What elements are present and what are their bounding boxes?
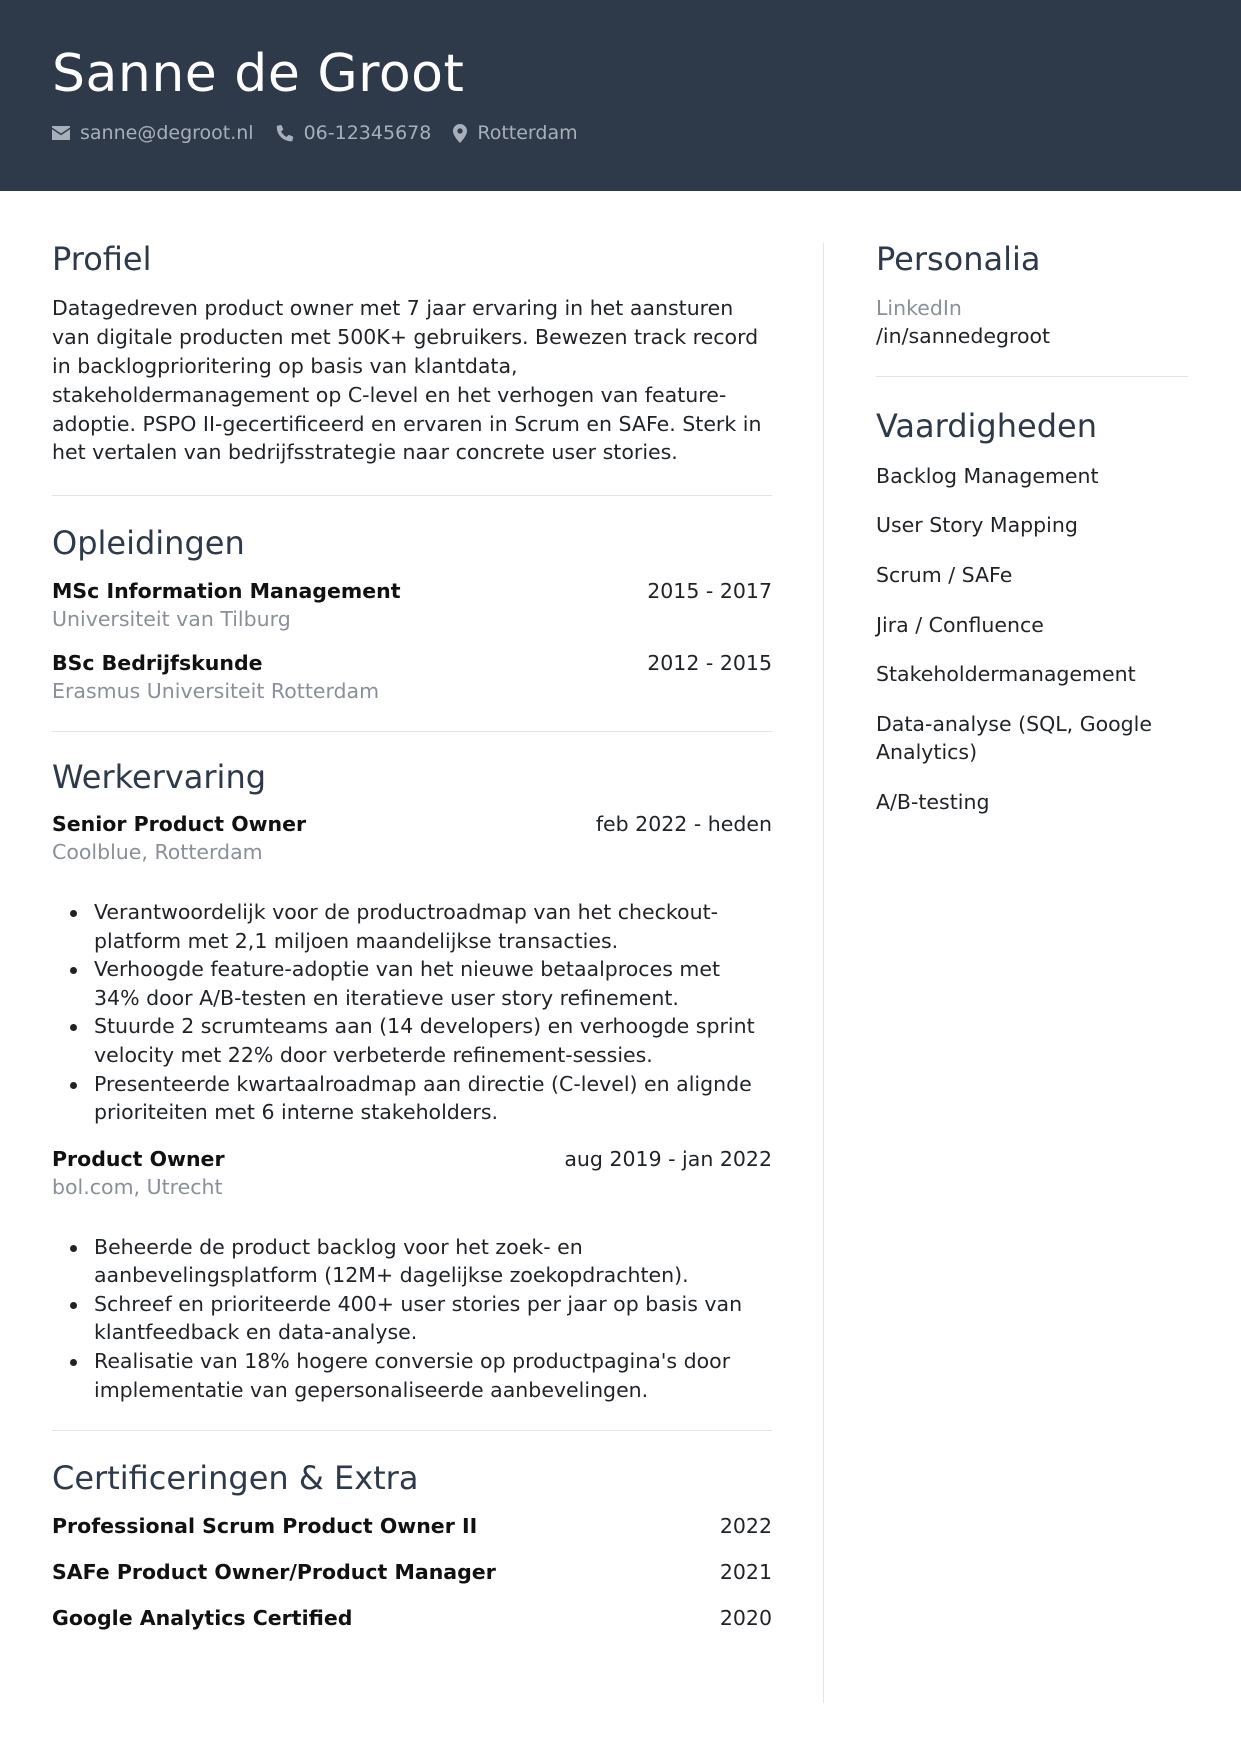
education-period: 2015 - 2017 [647, 578, 772, 603]
education-school: Universiteit van Tilburg [52, 606, 291, 631]
education-item [52, 651, 772, 703]
certifications-section [52, 1459, 772, 1629]
experience-role: Senior Product Owner [52, 811, 307, 836]
phone-text: 06-12345678 [303, 122, 432, 144]
experience-company: bol.com, Utrecht [52, 1174, 223, 1199]
certification-name: Google Analytics Certified [52, 1605, 353, 1630]
certification-item [52, 1606, 772, 1630]
email-text: sanne@degroot.nl [80, 122, 254, 144]
list-item: Verantwoordelijk voor de productroadmap van het checkout-platform met 2,1 miljoen maandelijkse transacties. [68, 898, 772, 955]
list-item: Schreef en prioriteerde 400+ user stories per jaar op basis van klantfeedback en data-analyse. [68, 1290, 772, 1347]
certification-item [52, 1560, 772, 1584]
linkedin-label: LinkedIn [876, 296, 962, 321]
linkedin-link[interactable]: /in/sannedegroot [876, 324, 1051, 349]
experience-role: Product Owner [52, 1146, 225, 1171]
profile-text: Datagedreven product owner met 7 jaar ervaring in het aansturen van digitale producten met 500K+ gebruikers. Bewezen track record in backlogprioritering op basis van klantdata, stakeholdermanagement op C-level en het verhogen van feature-adoptie. PSPO II-gecertificeerd en ervaren in Scrum en SAFe. Sterk in het vertalen van bedrijfsstrategie naar concrete user stories. [52, 296, 762, 465]
skill-item: User Story Mapping [876, 513, 1078, 538]
contact-bar [52, 122, 600, 144]
personal-section [876, 240, 1188, 350]
header [0, 0, 1241, 191]
section-title-certifications: Certificeringen & Extra [52, 1459, 419, 1498]
skill-item: A/B-testing [876, 789, 990, 814]
list-item: Verhoogde feature-adoptie van het nieuwe betaalproces met 34% door A/B-testen en iteratieve user story refinement. [68, 955, 772, 1012]
section-title-experience: Werkervaring [52, 757, 267, 796]
side-column [876, 240, 1188, 838]
skill-item: Data-analyse (SQL, Google Analytics) [876, 711, 1152, 765]
education-period: 2012 - 2015 [647, 650, 772, 675]
certification-name: SAFe Product Owner/Product Manager [52, 1559, 496, 1584]
map-pin-icon [453, 124, 467, 143]
phone-icon [276, 124, 294, 142]
list-item: Presenteerde kwartaalroadmap aan directie (C-level) en alignde prioriteiten met 6 interne stakeholders. [68, 1070, 772, 1127]
section-title-profile: Profiel [52, 240, 152, 278]
experience-company: Coolblue, Rotterdam [52, 839, 263, 864]
section-divider [876, 376, 1188, 377]
experience-bullets [68, 1233, 772, 1405]
location-text: Rotterdam [477, 122, 578, 144]
education-school: Erasmus Universiteit Rotterdam [52, 678, 380, 703]
skill-item: Scrum / SAFe [876, 562, 1013, 587]
section-title-personal: Personalia [876, 240, 1041, 278]
education-degree: MSc Information Management [52, 578, 401, 603]
contact-email[interactable] [52, 122, 254, 144]
experience-section [52, 758, 772, 1405]
section-divider [52, 1430, 772, 1431]
column-divider [823, 243, 824, 1703]
envelope-icon [52, 126, 70, 140]
list-item: Realisatie van 18% hogere conversie op productpagina's door implementatie van gepersonaliseerde aanbevelingen. [68, 1347, 772, 1404]
experience-period: aug 2019 - jan 2022 [564, 1146, 772, 1171]
contact-location [453, 122, 577, 144]
list-item: Stuurde 2 scrumteams aan (14 developers) en verhoogde sprint velocity met 22% door verbeterde refinement-sessies. [68, 1012, 772, 1069]
list-item: Beheerde de product backlog voor het zoek- en aanbevelingsplatform (12M+ dagelijkse zoekopdrachten). [68, 1233, 772, 1290]
education-section [52, 524, 772, 702]
certification-year: 2021 [719, 1559, 772, 1584]
certification-year: 2020 [719, 1605, 772, 1630]
main-column [52, 240, 772, 1652]
experience-item [52, 812, 772, 1127]
skill-item: Jira / Confluence [876, 612, 1044, 637]
section-divider [52, 731, 772, 732]
experience-item [52, 1147, 772, 1405]
experience-period: feb 2022 - heden [595, 811, 772, 836]
certification-item [52, 1514, 772, 1538]
candidate-name: Sanne de Groot [52, 44, 465, 104]
certification-name: Professional Scrum Product Owner II [52, 1513, 478, 1538]
skill-item: Backlog Management [876, 463, 1099, 488]
contact-phone[interactable] [276, 122, 432, 144]
education-item [52, 579, 772, 631]
education-degree: BSc Bedrijfskunde [52, 650, 263, 675]
section-divider [52, 495, 772, 496]
skill-item: Stakeholdermanagement [876, 662, 1136, 687]
section-title-education: Opleidingen [52, 524, 245, 563]
skills-section [876, 407, 1188, 816]
profile-section [52, 240, 772, 467]
experience-bullets [68, 898, 772, 1127]
section-title-skills: Vaardigheden [876, 407, 1097, 446]
certification-year: 2022 [719, 1513, 772, 1538]
